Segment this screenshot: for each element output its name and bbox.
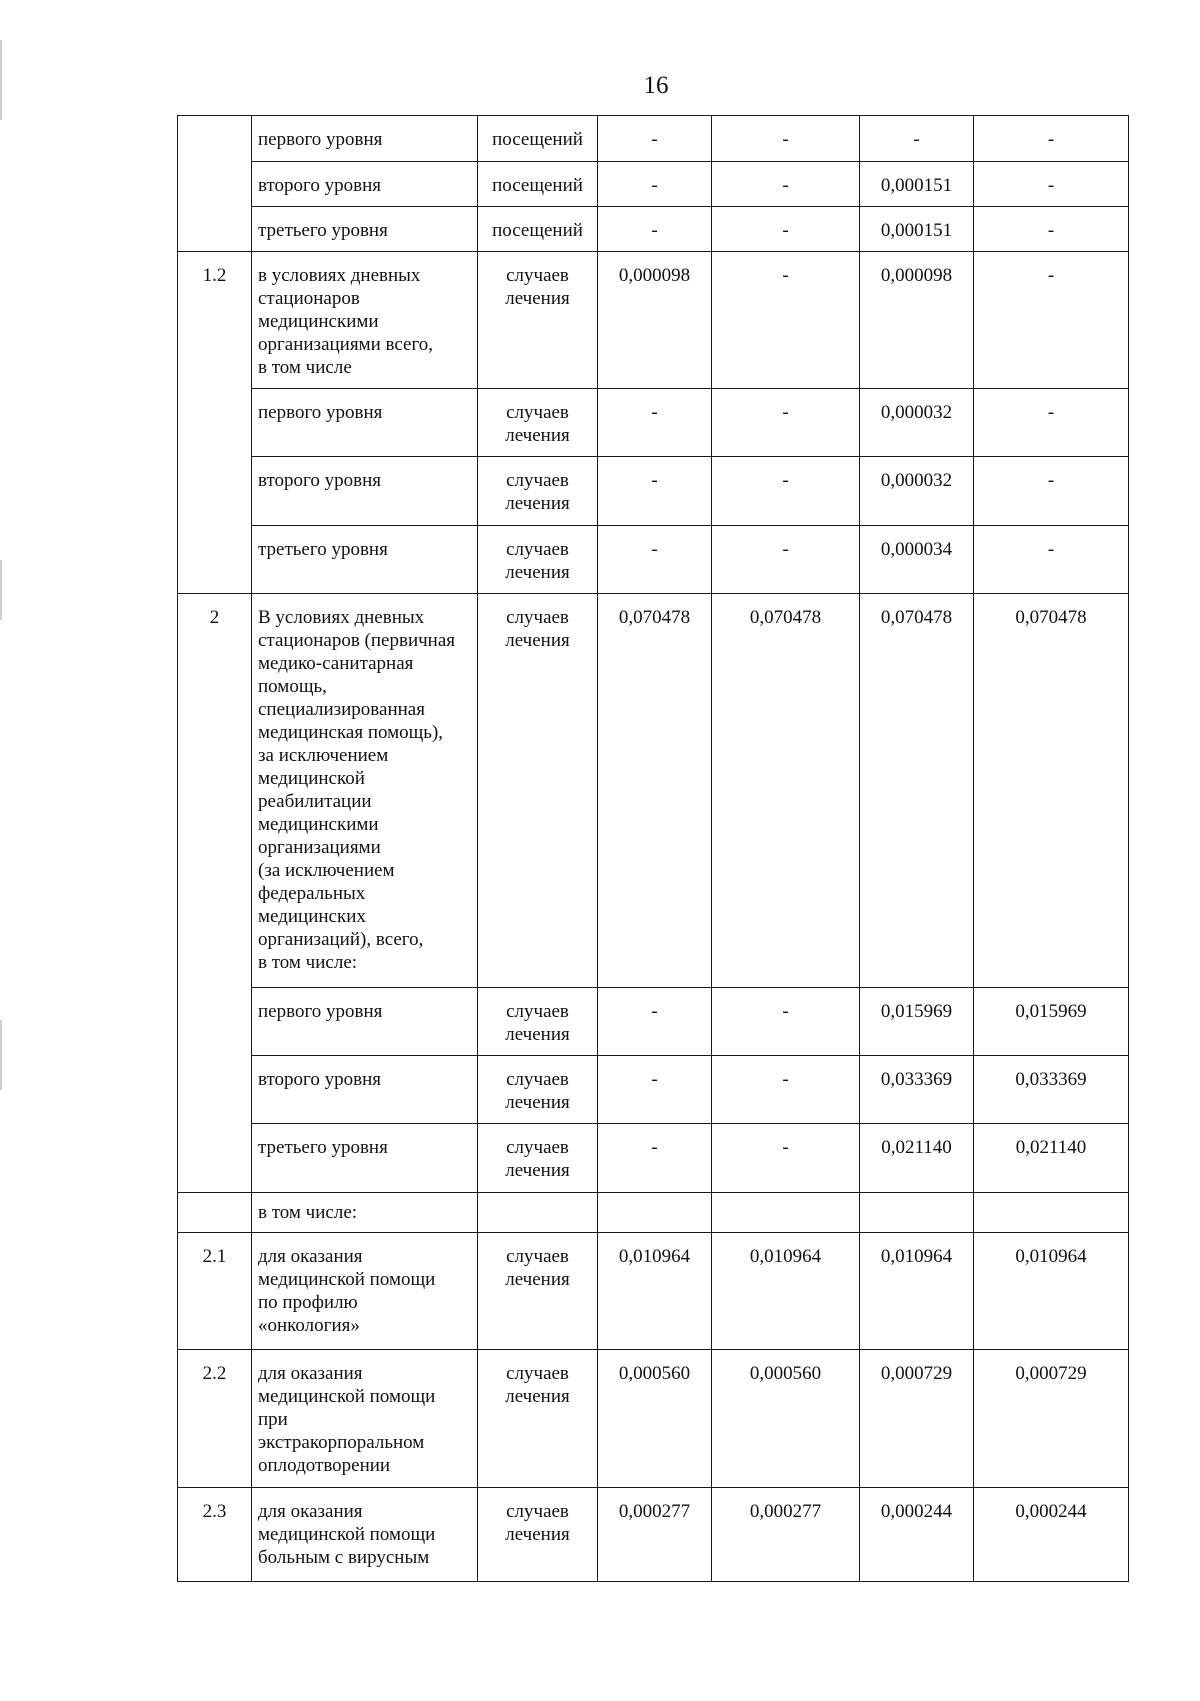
row-unit: посещений [478,116,598,162]
value-cell: 0,000729 [974,1350,1129,1488]
value-cell: 0,070478 [598,594,712,988]
value-cell: - [598,1124,712,1193]
value-cell: - [598,389,712,457]
row-unit: случаев лечения [478,1056,598,1124]
value-cell: - [860,116,974,162]
value-cell: 0,000034 [860,526,974,594]
table-row [178,1488,1129,1582]
table-row [178,526,1129,594]
table-row [178,457,1129,526]
value-cell: 0,000098 [860,252,974,389]
table-row [178,1056,1129,1124]
row-name: для оказания медицинской помощи по профилю «онкология» [252,1233,478,1350]
table-row [178,252,1129,389]
page-number: 16 [643,72,669,99]
value-cell: 0,015969 [860,988,974,1056]
row-name: третьего уровня [252,526,478,594]
value-cell: - [712,1124,860,1193]
table-row [178,1193,1129,1233]
value-cell: 0,000244 [860,1488,974,1582]
row-number: 2.2 [178,1350,252,1488]
value-cell: - [598,207,712,252]
value-cell: 0,070478 [860,594,974,988]
table-row [178,207,1129,252]
row-name: первого уровня [252,988,478,1056]
row-name: второго уровня [252,162,478,207]
value-cell: 0,070478 [712,594,860,988]
row-unit: посещений [478,207,598,252]
value-cell: 0,000277 [598,1488,712,1582]
value-cell: 0,033369 [860,1056,974,1124]
value-cell: 0,010964 [974,1233,1129,1350]
row-unit: случаев лечения [478,594,598,988]
value-cell: - [974,457,1129,526]
table-row [178,1350,1129,1488]
value-cell: - [974,207,1129,252]
row-name: в условиях дневных стационаров медицинскими организациями всего, в том числе [252,252,478,389]
value-cell: - [712,389,860,457]
value-cell: 0,000244 [974,1488,1129,1582]
row-name: В условиях дневных стационаров (первичная медико-санитарная помощь, специализированная медицинская помощь), за исключением медицинской реабилитации медицинскими организациями (за исключением федеральных медицинских организаций), всего, в том числе: [252,594,478,988]
value-cell: 0,000032 [860,457,974,526]
value-cell: 0,015969 [974,988,1129,1056]
value-cell: - [974,252,1129,389]
value-cell: 0,000729 [860,1350,974,1488]
value-cell: 0,000151 [860,207,974,252]
row-name: третьего уровня [252,207,478,252]
table-row [178,116,1129,162]
row-name: первого уровня [252,389,478,457]
table-row [178,162,1129,207]
scan-edge-mark [0,1020,2,1090]
row-name: для оказания медицинской помощи при экстракорпоральном оплодотворении [252,1350,478,1488]
row-number [178,1193,252,1233]
value-cell: 0,010964 [598,1233,712,1350]
value-cell: - [598,1056,712,1124]
row-unit: посещений [478,162,598,207]
scan-edge-mark [0,40,2,120]
row-name: третьего уровня [252,1124,478,1193]
table-row [178,988,1129,1056]
row-unit [478,1193,598,1233]
row-name: для оказания медицинской помощи больным с вирусным [252,1488,478,1582]
value-cell: - [974,389,1129,457]
value-cell: 0,070478 [974,594,1129,988]
value-cell: - [598,988,712,1056]
row-unit: случаев лечения [478,389,598,457]
value-cell: 0,010964 [712,1233,860,1350]
value-cell: 0,000098 [598,252,712,389]
value-cell: 0,021140 [860,1124,974,1193]
value-cell [598,1193,712,1233]
row-name: первого уровня [252,116,478,162]
value-cell: 0,000277 [712,1488,860,1582]
value-cell: - [974,116,1129,162]
row-unit: случаев лечения [478,457,598,526]
table-row [178,389,1129,457]
row-unit: случаев лечения [478,1233,598,1350]
data-table [177,115,1129,1582]
value-cell [974,1193,1129,1233]
value-cell: - [598,526,712,594]
row-unit: случаев лечения [478,1124,598,1193]
value-cell: - [712,252,860,389]
value-cell: - [712,526,860,594]
value-cell: - [712,457,860,526]
row-number [178,116,252,252]
row-unit: случаев лечения [478,252,598,389]
value-cell: - [712,1056,860,1124]
value-cell [712,1193,860,1233]
row-number: 2 [178,594,252,1193]
value-cell: - [974,526,1129,594]
value-cell: - [598,457,712,526]
value-cell: - [712,162,860,207]
table-row [178,1124,1129,1193]
value-cell: - [712,116,860,162]
value-cell: 0,000560 [712,1350,860,1488]
row-number: 1.2 [178,252,252,594]
value-cell: 0,000151 [860,162,974,207]
table-row [178,1233,1129,1350]
row-number: 2.1 [178,1233,252,1350]
table-row [178,594,1129,988]
value-cell: - [598,162,712,207]
value-cell: 0,010964 [860,1233,974,1350]
value-cell: - [974,162,1129,207]
row-name: в том числе: [252,1193,478,1233]
value-cell: - [712,988,860,1056]
row-unit: случаев лечения [478,1350,598,1488]
value-cell: 0,021140 [974,1124,1129,1193]
row-unit: случаев лечения [478,526,598,594]
value-cell: 0,000560 [598,1350,712,1488]
value-cell: 0,000032 [860,389,974,457]
value-cell: 0,033369 [974,1056,1129,1124]
row-number: 2.3 [178,1488,252,1582]
scan-edge-mark [0,560,2,620]
value-cell [860,1193,974,1233]
value-cell: - [598,116,712,162]
row-name: второго уровня [252,1056,478,1124]
row-unit: случаев лечения [478,988,598,1056]
value-cell: - [712,207,860,252]
row-unit: случаев лечения [478,1488,598,1582]
row-name: второго уровня [252,457,478,526]
